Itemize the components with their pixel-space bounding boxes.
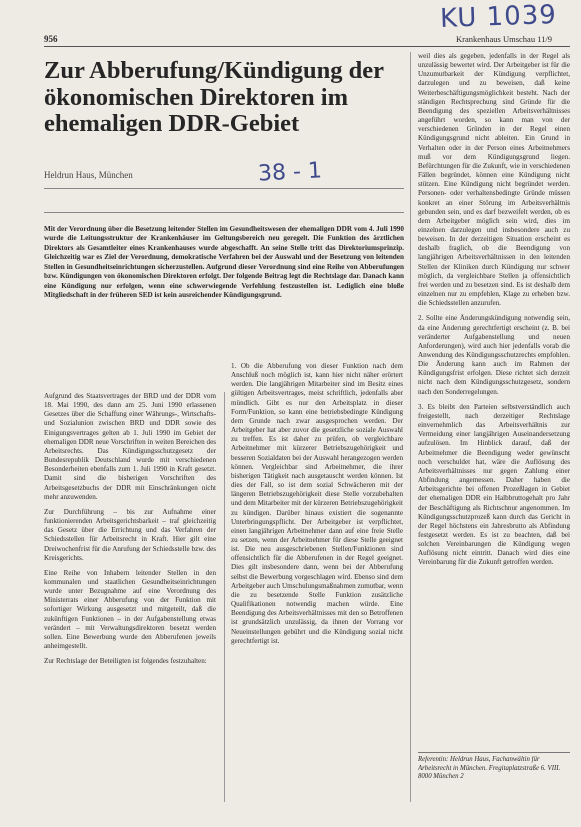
text-column-left [44, 392, 216, 802]
article-abstract: Mit der Verordnung über die Besetzung leitender Stellen im Gesundheitswesen der ehemaligen DDR vom 4. Juli 1990 wurde die Leitungsstruktur der Krankenhäuser im Geltungsbereich neu geregelt. Die Funktion des ärztlichen Direktors als Gesamtleiter eines Krankenhauses wurde abgeschafft. An seine Stelle tritt das Direktoriumsprinzip. Gleichzeitig war es Ziel der Verordnung, demokratische Verfahren bei der Auswahl und der Besetzung von leitenden Stellen in Gesundheitseinrichtungen sicherzustellen. Aufgrund dieser Verordnung sind eine Reihe von Abberufungen bzw. Kündigungen von ökonomischen Direktoren erfolgt. Der folgende Beitrag legt die Rechtslage dar. Danach kann eine Kündigung nur erfolgen, wenn eine schwerwiegende Verfehlung festzustellen ist. Lediglich eine bloße Mitgliedschaft in der früheren SED ist kein ausreichender Kündigungsgrund. [44, 225, 404, 300]
paragraph: 1. Ob die Abberufung von dieser Funktion nach dem Anschluß noch möglich ist, kann hier nicht näher erörtert werden. Die langjährigen Mitarbeiter sind im Besitz eines gültigen Arbeitsvertrages, meist schriftlich, jedenfalls aber mündlich. Gibt es nur den Arbeitsplatz in dieser Form/Funktion, so kann eine betriebsbedingte Kündigung dem Grunde nach zwar ausgesprochen werden. Der Arbeitgeber hat aber zuvor die gesetzliche soziale Auswahl zu treffen. Es ist daher zu prüfen, ob vergleichbare Arbeitnehmer mit kürzerer Betriebszugehörigkeit und besseren Sozialdaten bei der Auswahl herangezogen werden können. Vergleichbar sind Arbeitnehmer, die ihrer bisherigen Tätigkeit nach ausgetauscht werden können. Ist dies der Fall, so ist dem sozial Schwächeren mit der längeren Betriebszugehörigkeit diese Stelle vorzubehalten und dem Mitarbeiter mit der kürzeren Betriebszugehörigkeit zu kündigen. Darüber hinaus existiert die sogenannte Unterbringungspflicht. Der Arbeitgeber ist verpflichtet, einen langjährigen Arbeitnehmer dann auf eine freie Stelle zu setzen, wenn der Arbeitnehmer für diese Stelle geeignet ist. Die neu ausgeschriebenen Stellen/Funktionen sind offensichtlich für die Abberufenen in der Regel geeignet. Dies gilt insbesondere dann, wenn bei der Abberufung selbst die Bewerbung vorgeschlagen wird. Ebenso sind dem Arbeitgeber auch Umschulungsmaßnahmen zumutbar, wenn die zu besetzende Stelle Funktion zusätzliche Qualifikationen notwendig machen würde. Eine Beendigung des Arbeitsverhältnisses mit den so Betroffenen ist grundsätzlich unzulässig, da ihnen der Vorrang vor Neueinstellungen gebührt und die Kündigung sozial nicht gerechtfertigt ist. [231, 362, 403, 645]
text-column-middle [231, 362, 403, 802]
title-rule-top [44, 188, 404, 189]
paragraph: 2. Sollte eine Änderungskündigung notwendig sein, da eine Änderung gerechtfertigt erscheint (z. B. bei veränderter Aufgabenstellung und neuen Anforderungen), wird auch hier jedenfalls vorab die Anwendung des Kündigungsschutzrechts empfohlen. Die Änderung kann auch im Rahmen der Kündigungsfrist erfolgen. Diese richtet sich derzeit nicht nach dem Kündigungsschutzgesetz, sondern nach den Sonderregelungen. [418, 314, 570, 396]
column-divider [224, 392, 225, 802]
handwritten-stamp: KU 1039 [439, 0, 558, 35]
paragraph: Zur Durchführung – bis zur Aufnahme einer funktionierenden Arbeitsgerichtsbarkeit – traf gleichzeitig das Gesetz über die Errichtung und das Verfahren der Schiedsstellen für Arbeitsrecht in Kraft. Hier gilt eine Dreiwochenfrist für die Anrufung der Schiedsstelle bzw. des Kreisgerichts. [44, 507, 216, 562]
text-column-right [418, 52, 570, 752]
column-divider [410, 52, 411, 802]
reference-rule [418, 752, 570, 753]
header-rule [44, 46, 570, 47]
author-reference: Referentin: Heldrun Haus, Fachanwältin für Arbeitsrecht in München. Fregitaplatzstraße 6. VIII. 8000 München 2 [418, 756, 561, 781]
paragraph: Eine Reihe von Inhabern leitender Stellen in den kommunalen und staatlichen Gesundheitseinrichtungen wurde unter Bezugnahme auf eine Verordnung des Ministerrats einer Abberufung von der Funktion mit sofortiger Wirkung ausgesetzt und mitgeteilt, daß die zukünftigen Funktionen – in der Aufgabenstellung etwas verändert – mit Verwaltungsdirektoren besetzt werden sollen. Eine Bewerbung wurde den Abberufenen jeweils anheimgestellt. [44, 568, 216, 651]
paragraph: 3. Es bleibt den Parteien selbstverständlich auch freigestellt, nach derzeitiger Rechtslage einvernehmlich das Arbeitsverhältnis zur Vermeidung einer langjährigen Auseinandersetzung aufzulösen. Im Hinblick darauf, daß der Arbeitnehmer die Beendigung weder gewünscht noch verschuldet hat, wäre die Auflösung des Arbeitsverhältnisses nur gegen Zahlung einer Abfindung angemessen. Daher haben die Arbeitsgerichte bei offenen Prozeßlagen in Gebiet der ehemaligen DDR ein Halbbruttogehalt pro Jahr der Beschäftigung als Richtschnur angenommen. Im Kündigungsschutzprozeß kann durch das Gericht in der Regel höchstens ein Jahresbrutto als Abfindung festgesetzt werden. Es ist zu beachten, daß bei solchen Vereinbarungen die Kündigung wegen Auflösung nicht eintritt. Danach wird dies eine Vereinbarung für die Zukunft getroffen werden. [418, 402, 570, 567]
paragraph: Aufgrund des Staatsvertrages der BRD und der DDR vom 18. Mai 1990, des dann am 25. Juni 1990 erlassenen Gesetzes über die Schaffung einer Währungs-, Wirtschafts- und Sozialunion zwischen BRD und DDR sowie des Einigungsvertrages gelten ab 1. Juli 1990 im Gebiet der ehemaligen DDR neue Vorschriften in weiten Bereichen des Arbeitsrechts. Das Kündigungsschutzgesetz der Bundesrepublik Deutschland wurde mit verschiedenen Besonderheiten ebenfalls zum 1. Juli 1990 in Kraft gesetzt. Damit sind die bisherigen Vorschriften des Arbeitsgesetzbuchs der DDR mit Einschränkungen nicht mehr anzuwenden. [44, 392, 216, 501]
page-number: 956 [44, 34, 58, 44]
journal-name: Krankenhaus Umschau 11/9 [456, 34, 552, 44]
article-title: Zur Abberufung/Kündigung der ökonomischen Direktoren im ehemaligen DDR-Gebiet [44, 57, 384, 137]
article-author: Heldrun Haus, München [44, 170, 133, 180]
paragraph: Zur Rechtslage der Beteiligten ist folgendes festzuhalten: [44, 657, 207, 666]
handwritten-note: 38 - 1 [257, 158, 323, 187]
title-rule-bottom [44, 212, 404, 213]
paragraph: weil dies als gegeben, jedenfalls in der Regel als unzulässig bewertet wird. Der Arbeitgeber ist für die Unzumutbarkeit der Kündigung verpflichtet, darzulegen und zu beweisen, daß keine Weiterbeschäftigungsmöglichkeit besteht. Nach der ständigen Rechtsprechung sind Gründe für die Beendigung des speziellen Arbeitsverhältnisses angeführt worden, so kann man von der verschiedenen Gründen in der Regel einen Kündigungsgrund nicht ableiten. Ein Grund in Verhalten oder in der Person eines Arbeitnehmers muß vor dem Kündigungsgrund liegen. Befürchtungen für die Zukunft, wie in verschiedenen Fällen begründet, können eine Kündigung nicht stützen. Eine Kündigung nicht begründet werden. Personen- oder verhaltensbedingte Gründe müssen konkret an einer Störung im Arbeitsverhältnis gebunden sein, und es darf bezweifelt werden, ob es dem Arbeitgeber möglich sein wird, dies im einzelnen darzulegen und insbesondere auch zu beweisen. In der derzeitigen Situation erscheint es deshalb fraglich, ob die Beendigung von langjährigen Arbeitsverhältnissen in den leitenden Stellen der Kliniken durch Kündigung nur schwer möglich, da vergleichbare Stellen ja offensichtlich frei werden und zu besetzen sind. Es ist deshalb dem einzelnen nur zu empfehlen, Klage zu erheben bzw. die Schiedsstellen anzurufen. [418, 52, 570, 308]
